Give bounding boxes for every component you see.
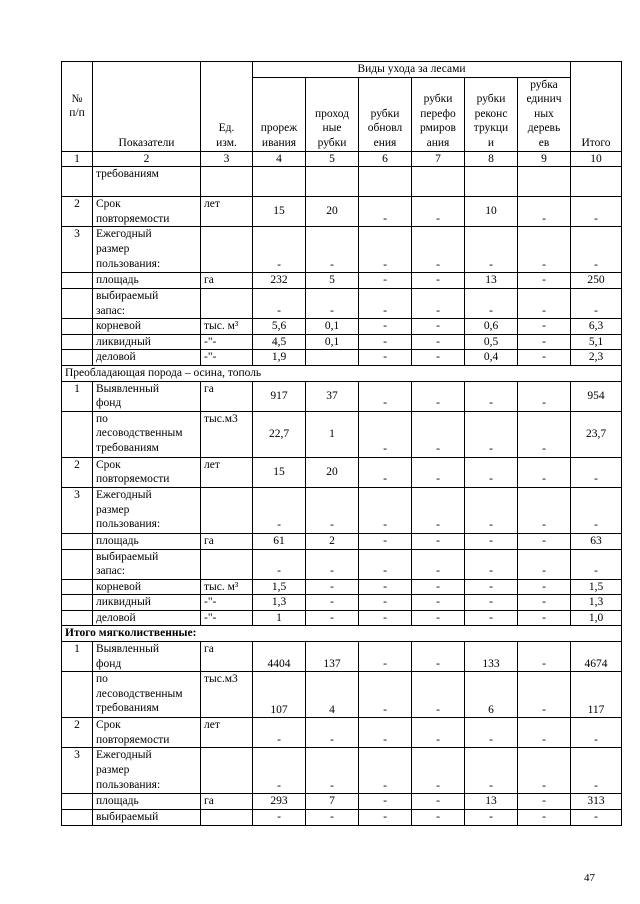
value-cell: 6 — [465, 672, 518, 718]
header-col-4: прореж ивания — [253, 77, 306, 151]
value-cell: - — [518, 810, 571, 826]
indicator-name: Срок повторяемости — [93, 457, 201, 487]
col-number-6: 6 — [359, 151, 412, 167]
value-cell: - — [306, 748, 359, 794]
row-number: 1 — [62, 381, 93, 411]
value-cell: - — [359, 549, 412, 579]
row-number — [62, 672, 93, 718]
unit — [201, 227, 253, 273]
value-cell: 137 — [306, 642, 359, 672]
total-cell: - — [571, 487, 622, 533]
col-number-3: 3 — [201, 151, 253, 167]
row-number: 3 — [62, 487, 93, 533]
unit — [201, 167, 253, 197]
value-cell: - — [412, 794, 465, 810]
unit: тыс.м3 — [201, 672, 253, 718]
table-row — [62, 794, 622, 810]
col-number-5: 5 — [306, 151, 359, 167]
section-heading: Итого мягколиственные: — [62, 626, 622, 642]
value-cell: - — [359, 457, 412, 487]
value-cell: - — [359, 533, 412, 549]
indicator-name: деловой — [93, 350, 201, 366]
header-unit: Ед. изм. — [201, 62, 253, 152]
value-cell: - — [359, 610, 412, 626]
table-row — [62, 350, 622, 366]
value-cell: 4404 — [253, 642, 306, 672]
value-cell: 5,6 — [253, 319, 306, 335]
value-cell — [253, 167, 306, 197]
row-number — [62, 319, 93, 335]
value-cell: 0,1 — [306, 319, 359, 335]
value-cell: 917 — [253, 381, 306, 411]
value-cell: 5 — [306, 273, 359, 289]
total-cell: 313 — [571, 794, 622, 810]
value-cell: 0,6 — [465, 319, 518, 335]
value-cell: - — [518, 457, 571, 487]
indicator-name: ликвидный — [93, 334, 201, 350]
row-number — [62, 288, 93, 318]
value-cell: - — [359, 227, 412, 273]
header-total: Итого — [571, 62, 622, 152]
unit — [201, 549, 253, 579]
indicator-name: площадь — [93, 533, 201, 549]
table-row — [62, 487, 622, 533]
indicator-name: выбираемый запас: — [93, 288, 201, 318]
total-cell: 117 — [571, 672, 622, 718]
value-cell: 1,5 — [253, 579, 306, 595]
row-number — [62, 794, 93, 810]
value-cell: - — [412, 549, 465, 579]
value-cell: - — [359, 595, 412, 611]
row-number: 2 — [62, 457, 93, 487]
row-number — [62, 595, 93, 611]
indicator-name: Срок повторяемости — [93, 718, 201, 748]
value-cell: - — [518, 411, 571, 457]
table-row — [62, 334, 622, 350]
value-cell: 0,1 — [306, 334, 359, 350]
value-cell: 10 — [465, 197, 518, 227]
unit — [201, 487, 253, 533]
unit — [201, 288, 253, 318]
table-row — [62, 227, 622, 273]
unit: тыс. м³ — [201, 579, 253, 595]
value-cell: - — [465, 718, 518, 748]
unit: га — [201, 273, 253, 289]
value-cell — [465, 167, 518, 197]
table-row — [62, 672, 622, 718]
value-cell: 20 — [306, 197, 359, 227]
total-cell: 23,7 — [571, 411, 622, 457]
value-cell: - — [306, 487, 359, 533]
value-cell: - — [359, 381, 412, 411]
indicator-name: требованиям — [93, 167, 201, 197]
value-cell: 2 — [306, 533, 359, 549]
total-cell: 5,1 — [571, 334, 622, 350]
value-cell: - — [412, 487, 465, 533]
indicator-name: Ежегодный размер пользования: — [93, 227, 201, 273]
value-cell: - — [465, 487, 518, 533]
value-cell: - — [412, 273, 465, 289]
value-cell: - — [518, 533, 571, 549]
value-cell: - — [359, 794, 412, 810]
section-heading: Преобладающая порода – осина, тополь — [62, 365, 622, 381]
table-row — [62, 319, 622, 335]
value-cell: - — [306, 610, 359, 626]
unit: га — [201, 381, 253, 411]
value-cell: 61 — [253, 533, 306, 549]
indicator-name: выбираемый — [93, 810, 201, 826]
table-row — [62, 579, 622, 595]
value-cell: - — [412, 810, 465, 826]
value-cell: 15 — [253, 197, 306, 227]
value-cell: - — [518, 642, 571, 672]
value-cell: - — [253, 549, 306, 579]
unit: лет — [201, 457, 253, 487]
value-cell: - — [518, 579, 571, 595]
value-cell: - — [465, 549, 518, 579]
value-cell: 0,5 — [465, 334, 518, 350]
total-cell: - — [571, 810, 622, 826]
header-col-8: рубки реконс трукци и — [465, 77, 518, 151]
total-cell: 4674 — [571, 642, 622, 672]
value-cell: - — [412, 457, 465, 487]
row-number — [62, 334, 93, 350]
value-cell: - — [518, 718, 571, 748]
value-cell: - — [518, 381, 571, 411]
table-row — [62, 549, 622, 579]
header-group: Виды ухода за лесами — [253, 62, 571, 78]
value-cell: 4 — [306, 672, 359, 718]
value-cell: - — [359, 642, 412, 672]
value-cell: - — [465, 810, 518, 826]
row-number — [62, 610, 93, 626]
indicator-name: Выявленный фонд — [93, 381, 201, 411]
table-row — [62, 610, 622, 626]
value-cell: - — [306, 810, 359, 826]
value-cell: 13 — [465, 273, 518, 289]
table-row — [62, 595, 622, 611]
total-cell: - — [571, 748, 622, 794]
value-cell: - — [359, 810, 412, 826]
value-cell: - — [518, 794, 571, 810]
value-cell: 4,5 — [253, 334, 306, 350]
value-cell — [518, 167, 571, 197]
total-cell: - — [571, 227, 622, 273]
table-row — [62, 365, 622, 381]
table-row — [62, 810, 622, 826]
total-cell: 250 — [571, 273, 622, 289]
indicator-name: Ежегодный размер пользования: — [93, 748, 201, 794]
total-cell: 1,3 — [571, 595, 622, 611]
value-cell: - — [359, 197, 412, 227]
unit: лет — [201, 197, 253, 227]
total-cell: - — [571, 457, 622, 487]
indicator-name: выбираемый запас: — [93, 549, 201, 579]
value-cell: - — [465, 595, 518, 611]
value-cell: - — [412, 642, 465, 672]
row-number: 3 — [62, 748, 93, 794]
table-row — [62, 197, 622, 227]
indicator-name: площадь — [93, 794, 201, 810]
value-cell: - — [253, 288, 306, 318]
value-cell: - — [518, 288, 571, 318]
value-cell: - — [518, 334, 571, 350]
row-number: 1 — [62, 642, 93, 672]
row-number — [62, 350, 93, 366]
table-row — [62, 411, 622, 457]
value-cell: - — [518, 748, 571, 794]
value-cell: - — [412, 579, 465, 595]
value-cell: - — [412, 595, 465, 611]
table-row — [62, 288, 622, 318]
value-cell: 20 — [306, 457, 359, 487]
value-cell: - — [412, 227, 465, 273]
value-cell: 22,7 — [253, 411, 306, 457]
unit: тыс. м³ — [201, 319, 253, 335]
unit: -"- — [201, 350, 253, 366]
total-cell: - — [571, 288, 622, 318]
row-number: 3 — [62, 227, 93, 273]
value-cell: 133 — [465, 642, 518, 672]
page-number: 47 — [584, 872, 595, 884]
table-row — [62, 457, 622, 487]
header-col-9: рубка единич ных деревь ев — [518, 77, 571, 151]
value-cell: - — [359, 672, 412, 718]
value-cell: 232 — [253, 273, 306, 289]
indicator-name: по лесоводственным требованиям — [93, 411, 201, 457]
indicator-name: ликвидный — [93, 595, 201, 611]
value-cell: 1 — [253, 610, 306, 626]
header-indicators: Показатели — [93, 62, 201, 152]
value-cell: - — [359, 487, 412, 533]
header-col-7: рубки перефо рмиров ания — [412, 77, 465, 151]
value-cell — [306, 350, 359, 366]
value-cell: - — [253, 748, 306, 794]
value-cell: - — [412, 350, 465, 366]
unit: -"- — [201, 334, 253, 350]
indicator-name: по лесоводственным требованиям — [93, 672, 201, 718]
value-cell: - — [359, 579, 412, 595]
table-row — [62, 533, 622, 549]
row-number — [62, 273, 93, 289]
value-cell: - — [359, 273, 412, 289]
value-cell: - — [518, 610, 571, 626]
row-number — [62, 810, 93, 826]
value-cell: - — [412, 748, 465, 794]
value-cell: - — [359, 411, 412, 457]
table-row — [62, 167, 622, 197]
value-cell: - — [412, 672, 465, 718]
total-cell: 63 — [571, 533, 622, 549]
unit: тыс.м3 — [201, 411, 253, 457]
row-number — [62, 579, 93, 595]
row-number — [62, 549, 93, 579]
value-cell: - — [465, 227, 518, 273]
total-cell: - — [571, 197, 622, 227]
total-cell: 954 — [571, 381, 622, 411]
indicator-name: корневой — [93, 579, 201, 595]
unit: -"- — [201, 595, 253, 611]
value-cell: - — [412, 610, 465, 626]
unit: га — [201, 642, 253, 672]
header-col-5: проход ные рубки — [306, 77, 359, 151]
value-cell: - — [253, 718, 306, 748]
value-cell: 37 — [306, 381, 359, 411]
value-cell: - — [518, 549, 571, 579]
value-cell: 1,9 — [253, 350, 306, 366]
col-number-7: 7 — [412, 151, 465, 167]
value-cell: 1 — [306, 411, 359, 457]
value-cell: - — [359, 350, 412, 366]
value-cell: - — [359, 718, 412, 748]
value-cell: - — [306, 595, 359, 611]
indicator-name: корневой — [93, 319, 201, 335]
total-cell: - — [571, 718, 622, 748]
value-cell: - — [465, 381, 518, 411]
value-cell: - — [465, 411, 518, 457]
value-cell: 107 — [253, 672, 306, 718]
col-number-9: 9 — [518, 151, 571, 167]
value-cell: - — [518, 595, 571, 611]
total-cell: 1,5 — [571, 579, 622, 595]
indicator-name: Ежегодный размер пользования: — [93, 487, 201, 533]
value-cell: - — [412, 381, 465, 411]
indicator-name: Срок повторяемости — [93, 197, 201, 227]
unit — [201, 810, 253, 826]
value-cell: - — [518, 273, 571, 289]
value-cell: - — [412, 411, 465, 457]
row-number — [62, 411, 93, 457]
header-col-6: рубки обновл ения — [359, 77, 412, 151]
total-cell: 6,3 — [571, 319, 622, 335]
value-cell — [412, 167, 465, 197]
value-cell: - — [465, 579, 518, 595]
indicator-name: площадь — [93, 273, 201, 289]
row-number — [62, 167, 93, 197]
table-row — [62, 381, 622, 411]
value-cell: - — [359, 748, 412, 794]
value-cell: 293 — [253, 794, 306, 810]
value-cell: - — [465, 748, 518, 794]
value-cell: - — [518, 350, 571, 366]
table-row — [62, 718, 622, 748]
value-cell — [306, 167, 359, 197]
unit: га — [201, 533, 253, 549]
unit: га — [201, 794, 253, 810]
header-num: № п/п — [62, 62, 93, 152]
value-cell: - — [253, 810, 306, 826]
total-cell: 2,3 — [571, 350, 622, 366]
value-cell: - — [518, 197, 571, 227]
value-cell: - — [465, 288, 518, 318]
value-cell: - — [465, 533, 518, 549]
value-cell: - — [412, 197, 465, 227]
value-cell: - — [306, 288, 359, 318]
value-cell: - — [306, 579, 359, 595]
table-row — [62, 748, 622, 794]
value-cell: - — [465, 610, 518, 626]
value-cell: 0,4 — [465, 350, 518, 366]
value-cell: - — [412, 288, 465, 318]
unit — [201, 748, 253, 794]
value-cell: - — [359, 288, 412, 318]
value-cell: 1,3 — [253, 595, 306, 611]
col-number-8: 8 — [465, 151, 518, 167]
total-cell: - — [571, 549, 622, 579]
value-cell: - — [412, 718, 465, 748]
value-cell: - — [412, 533, 465, 549]
value-cell: - — [306, 227, 359, 273]
value-cell: - — [253, 487, 306, 533]
forest-care-table — [61, 61, 622, 826]
value-cell: - — [306, 549, 359, 579]
row-number — [62, 533, 93, 549]
value-cell: - — [518, 227, 571, 273]
value-cell: - — [518, 319, 571, 335]
total-cell: 1,0 — [571, 610, 622, 626]
total-cell — [571, 167, 622, 197]
value-cell: 7 — [306, 794, 359, 810]
col-number-1: 1 — [62, 151, 93, 167]
value-cell: 15 — [253, 457, 306, 487]
value-cell: - — [359, 334, 412, 350]
col-number-4: 4 — [253, 151, 306, 167]
value-cell: - — [359, 319, 412, 335]
value-cell: - — [518, 672, 571, 718]
col-number-10: 10 — [571, 151, 622, 167]
table-row — [62, 626, 622, 642]
row-number: 2 — [62, 197, 93, 227]
value-cell: - — [412, 319, 465, 335]
col-number-2: 2 — [93, 151, 201, 167]
value-cell: - — [518, 487, 571, 533]
value-cell: - — [412, 334, 465, 350]
value-cell: - — [465, 457, 518, 487]
indicator-name: Выявленный фонд — [93, 642, 201, 672]
unit: -"- — [201, 610, 253, 626]
table-row — [62, 642, 622, 672]
table-row — [62, 273, 622, 289]
value-cell — [359, 167, 412, 197]
value-cell: 13 — [465, 794, 518, 810]
unit: лет — [201, 718, 253, 748]
row-number: 2 — [62, 718, 93, 748]
value-cell: - — [306, 718, 359, 748]
indicator-name: деловой — [93, 610, 201, 626]
value-cell: - — [253, 227, 306, 273]
